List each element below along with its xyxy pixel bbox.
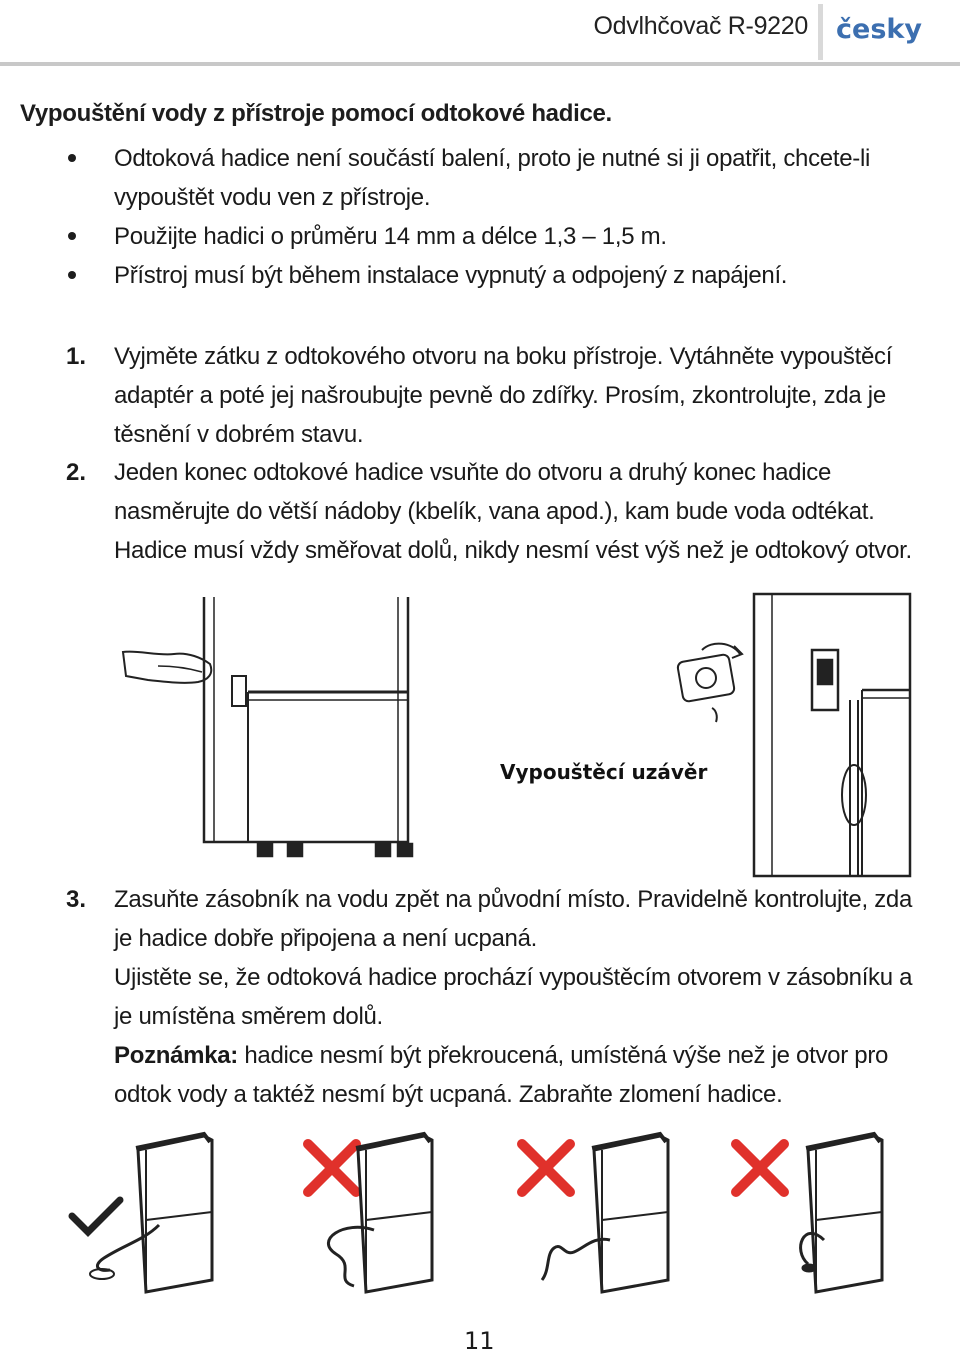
step-text: adaptér a poté jej našroubujte pevně do zdířky. Prosím, zkontrolujte, zda je — [114, 382, 886, 409]
drain-hose-attachment-illustration — [672, 590, 912, 880]
language-label: česky — [836, 14, 922, 45]
step-text: Jeden konec odtokové hadice vsuňte do otvoru a druhý konec hadice — [114, 459, 832, 486]
bullet-text: Použijte hadici o průměru 14 mm a délce 1,3 – 1,5 m. — [114, 223, 667, 250]
step-text: je hadice dobře připojena a není ucpaná. — [114, 925, 538, 952]
cross-icon — [736, 1144, 784, 1192]
step-text: nasměrujte do větší nádoby (kbelík, vana apod.), kam bude voda odtékat. — [114, 498, 875, 525]
header-separator — [818, 4, 823, 60]
bullet-text: Odtoková hadice není součástí balení, proto je nutné si ji opatřit, chcete-li — [114, 145, 871, 172]
bullet-text: Přístroj musí být během instalace vypnutý a odpojený z napájení. — [114, 262, 788, 289]
list-item — [0, 217, 960, 256]
step-text: Ujistěte se, že odtoková hadice prochází vypouštěcím otvorem v zásobníku a — [114, 964, 913, 991]
step-number: 1. — [66, 343, 87, 370]
step-text: je umístěna směrem dolů. — [114, 1003, 383, 1030]
figure-caption: Vypouštěcí uzávěr — [500, 760, 708, 784]
step-text: Vyjměte zátku z odtokového otvoru na boku přístroje. Vytáhněte vypouštěcí — [114, 343, 893, 370]
step-text: Zasuňte zásobník na vodu zpět na původní místo. Pravidelně kontrolujte, zda — [114, 886, 913, 913]
step-text: Hadice musí vždy směřovat dolů, nikdy nesmí vést výš než je odtokový otvor. — [114, 537, 912, 564]
bullet-text: vypouštět vodu ven z přístroje. — [114, 184, 431, 211]
note-line — [114, 1036, 888, 1075]
note-text: odtok vody a taktéž nesmí být ucpaná. Zabraňte zlomení hadice. — [114, 1081, 783, 1108]
section-heading: Vypouštění vody z přístroje pomocí odtokové hadice. — [20, 100, 612, 127]
bullet-icon — [68, 154, 76, 162]
dehumidifier-incorrect-3 — [801, 1134, 882, 1292]
note-label: Poznámka: — [114, 1042, 239, 1069]
note-text: hadice nesmí být překroucená, umístěná výše než je otvor pro — [238, 1042, 889, 1069]
page-number: 11 — [464, 1327, 495, 1355]
list-item — [0, 139, 960, 178]
list-item-continued — [0, 178, 960, 217]
step-number: 3. — [66, 886, 87, 913]
cross-icon — [522, 1144, 570, 1192]
cross-icon — [308, 1144, 356, 1192]
bullet-icon — [68, 232, 76, 240]
page-header — [0, 0, 960, 64]
step-number: 2. — [66, 459, 87, 486]
hose-placement-examples — [64, 1130, 924, 1300]
bullet-list — [0, 139, 960, 295]
check-icon — [72, 1200, 120, 1232]
list-item — [0, 256, 960, 295]
header-rule — [0, 62, 960, 66]
step-text: těsnění v dobrém stavu. — [114, 421, 364, 448]
drain-plug-removal-illustration — [118, 592, 438, 872]
document-title: Odvlhčovač R-9220 — [593, 12, 808, 40]
bullet-icon — [68, 271, 76, 279]
